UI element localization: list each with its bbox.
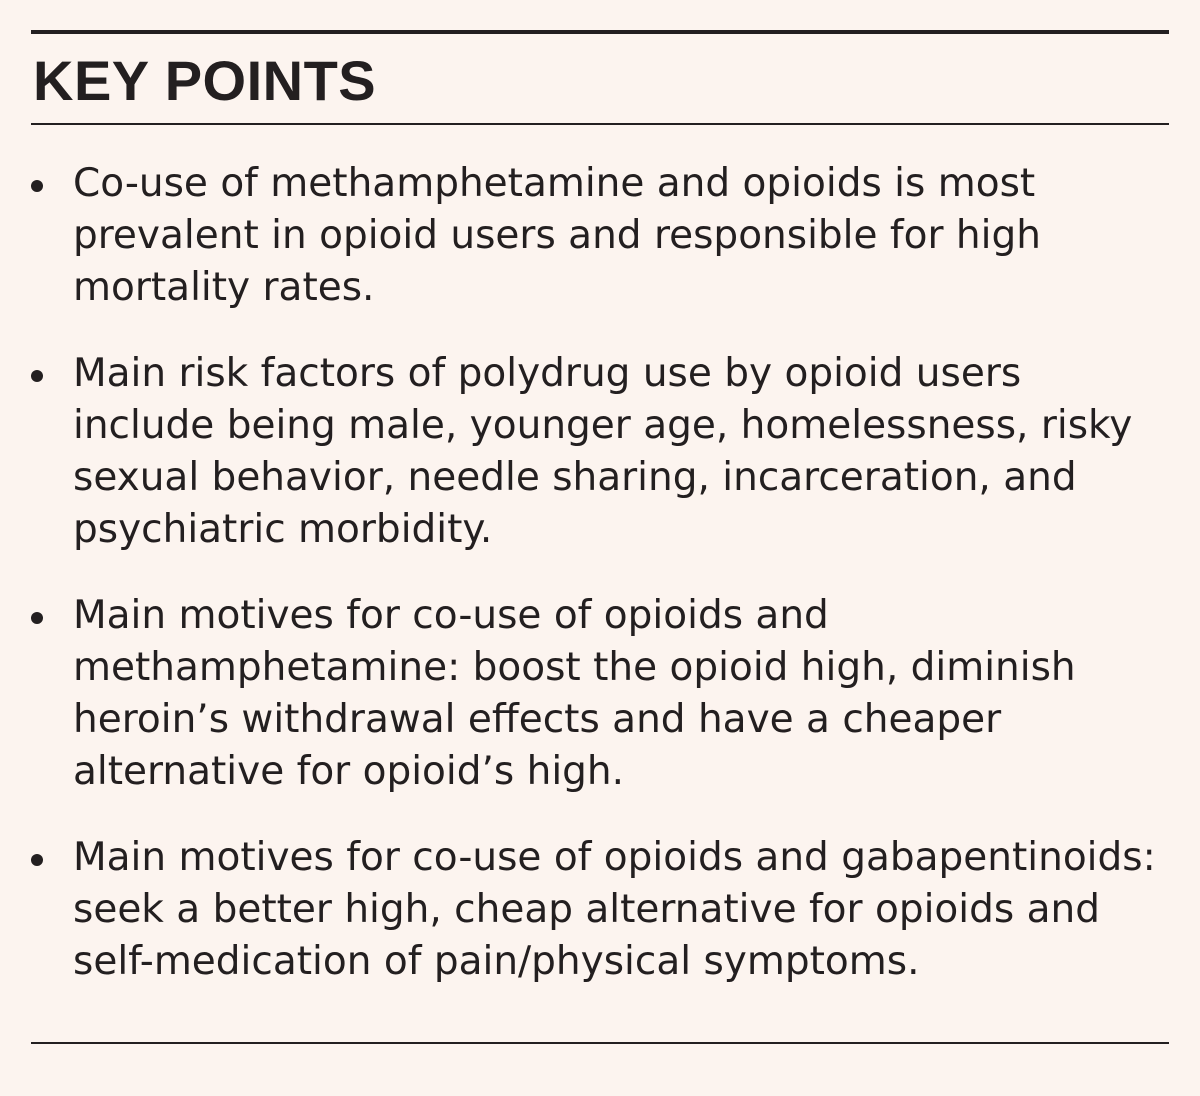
key-point-item — [31, 590, 1169, 798]
key-point-text: Co-use of methamphetamine and opioids is most prevalent in opioid users and responsible for high mortality rates. — [73, 161, 1041, 310]
key-point-item — [31, 158, 1169, 314]
key-points-heading: KEY POINTS — [33, 49, 377, 112]
bullet-icon — [31, 612, 43, 624]
key-point-text: Main motives for co-use of opioids and gabapentinoids: seek a better high, cheap alternative for opioids and self-medication of pain/physical symptoms. — [73, 835, 1156, 984]
key-point-item — [31, 348, 1169, 556]
heading-rule — [31, 123, 1169, 125]
top-rule — [31, 30, 1169, 34]
bullet-icon — [31, 854, 43, 866]
key-point-item — [31, 832, 1169, 988]
bottom-rule — [31, 1042, 1169, 1044]
key-point-text: Main risk factors of polydrug use by opioid users include being male, younger age, homelessness, risky sexual behavior, needle sharing, incarceration, and psychiatric morbidity. — [73, 351, 1133, 552]
bullet-icon — [31, 370, 43, 382]
key-points-list — [31, 158, 1169, 988]
bullet-icon — [31, 180, 43, 192]
key-point-text: Main motives for co-use of opioids and methamphetamine: boost the opioid high, diminish heroin’s withdrawal effects and have a cheaper alternative for opioid’s high. — [73, 593, 1076, 794]
